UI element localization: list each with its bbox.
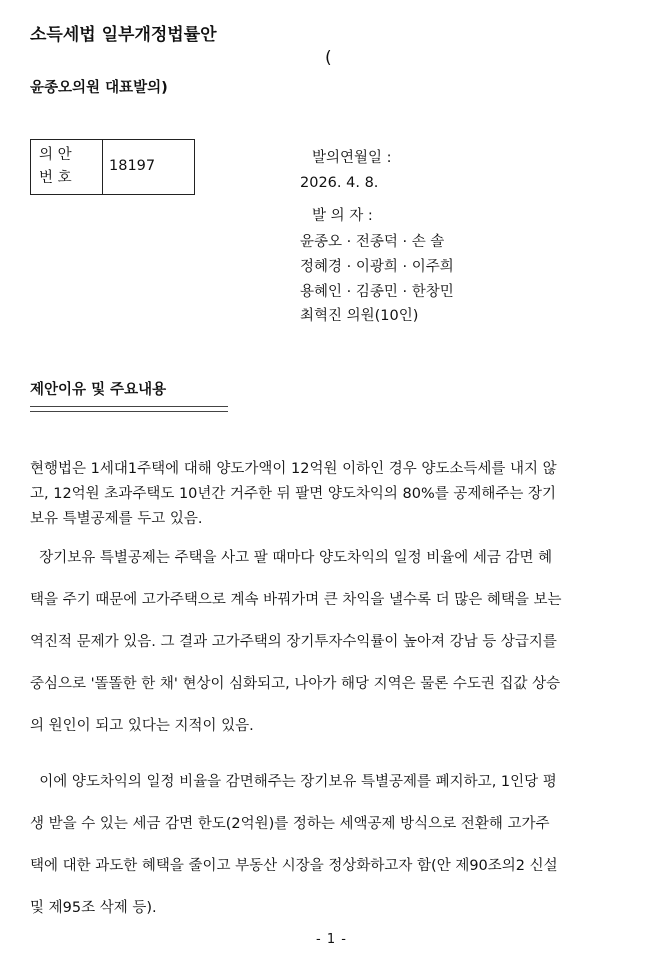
body-paragraph-3 (30, 761, 638, 929)
paragraph-line: 생 받을 수 있는 세금 감면 한도(2억원)를 정하는 세액공제 방식으로 전환해 고가주 (30, 816, 550, 832)
paragraph-line: 및 제95조 삭제 등). (30, 900, 157, 916)
paragraph-line: 이에 양도차익의 일정 비율을 감면해주는 장기보유 특별공제를 폐지하고, 1인당 평 (30, 774, 557, 790)
bill-number-label (31, 140, 103, 194)
paragraph-line: 장기보유 특별공제는 주택을 사고 팔 때마다 양도차익의 일정 비율에 세금 감면 혜 (30, 550, 553, 566)
proposers-line-1: 윤종오 · 전종덕 · 손 솔 (300, 234, 445, 250)
heading-double-rule (30, 406, 228, 412)
open-parenthesis: ( (325, 48, 332, 68)
proposal-date-label: 발의연월일 : (312, 150, 392, 166)
proposers-label: 발 의 자 : (312, 208, 373, 224)
paragraph-line: 보유 특별공제를 두고 있음. (30, 511, 203, 527)
page-number: - 1 - (316, 932, 347, 947)
body-paragraph-1 (30, 457, 638, 532)
paragraph-line: 현행법은 1세대1주택에 대해 양도가액이 12억원 이하인 경우 양도소득세를 내지 않 (30, 461, 557, 477)
paragraph-line: 역진적 문제가 있음. 그 결과 고가주택의 장기투자수익률이 높아져 강남 등 상급지를 (30, 634, 557, 650)
paragraph-line: 고, 12억원 초과주택도 10년간 거주한 뒤 팔면 양도차익의 80%를 공제해주는 장기 (30, 486, 557, 502)
bill-title: 소득세법 일부개정법률안 (30, 25, 217, 45)
bill-number-value: 18197 (109, 158, 156, 174)
paragraph-line: 의 원인이 되고 있다는 지적이 있음. (30, 718, 254, 734)
proposers-line-4: 최혁진 의원(10인) (300, 308, 419, 324)
paragraph-line: 택에 대한 과도한 혜택을 줄이고 부동산 시장을 정상화하고자 함(안 제90조의2 신설 (30, 858, 558, 874)
proposal-date: 2026. 4. 8. (300, 175, 379, 191)
bill-number-box (30, 139, 195, 195)
lead-proposer-line: 윤종오의원 대표발의) (30, 80, 168, 96)
bill-label-line-2: 번 호 (39, 170, 72, 186)
bill-label-line-1: 의 안 (39, 147, 72, 163)
paragraph-line: 택을 주기 때문에 고가주택으로 계속 바꿔가며 큰 차익을 낼수록 더 많은 혜택을 보는 (30, 592, 562, 608)
body-paragraph-2 (30, 537, 638, 747)
section-heading: 제안이유 및 주요내용 (30, 382, 167, 398)
proposers-line-3: 용혜인 · 김종민 · 한창민 (300, 284, 454, 300)
proposers-line-2: 정혜경 · 이광희 · 이주희 (300, 259, 454, 275)
paragraph-line: 중심으로 '똘똘한 한 채' 현상이 심화되고, 나아가 해당 지역은 물론 수도권 집값 상승 (30, 676, 561, 692)
